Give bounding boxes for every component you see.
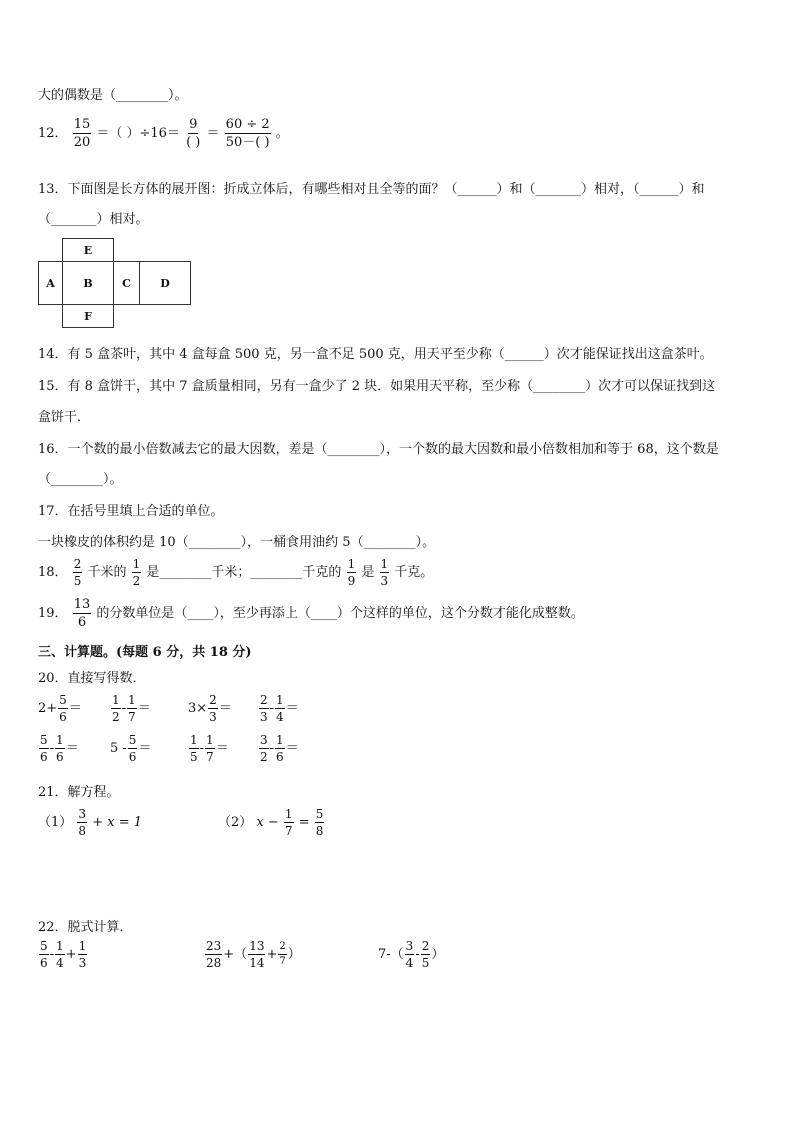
oral-calc-item: [188, 694, 232, 723]
equals-sign: ＝: [215, 741, 229, 756]
operator: +（: [223, 947, 248, 962]
operator: +: [266, 947, 278, 962]
fraction: $\frac{1}{6}$: [56, 733, 64, 764]
operator: -: [121, 701, 127, 716]
oral-calc-item: [188, 734, 229, 763]
q12-text: ＝（ ）÷16＝: [96, 126, 180, 141]
section-heading: 三、计算题。(每题 6 分，共 18 分): [38, 645, 252, 660]
q18-text: 千米的: [87, 565, 127, 580]
equation-text: =: [298, 815, 310, 830]
q18-number: 18．: [38, 565, 68, 580]
fraction: $\frac{5}{6}$: [59, 693, 67, 724]
fraction: $\frac{1}{3}$: [380, 557, 389, 588]
fraction: $\frac{2}{3}$: [209, 693, 217, 724]
operator: 7-（: [378, 947, 404, 962]
fraction: $\frac{2}{7}$: [279, 941, 286, 967]
q17-line2: 一块橡皮的体积约是 10（________），一桶食用油约 5（________）。: [38, 535, 436, 550]
operator: -: [415, 947, 420, 962]
fraction: $\frac{1}{4}$: [56, 939, 64, 970]
q15-line1: 15．有 8 盒饼干，其中 7 盒质量相同，另有一盒少了 2 块．如果用天平称，至少称（________）次才可以保证找到这: [38, 379, 716, 394]
q21-part-2: [218, 808, 325, 837]
q13-line1: 13．下面图是长方体的展开图：折成立体后，有哪些相对且全等的面？（______）和（_______）相对，（______）和: [38, 182, 705, 197]
fraction: $\frac{1}{4}$: [276, 693, 284, 724]
fraction: $\frac{2}{5}$: [421, 939, 430, 970]
q19-number: 19．: [38, 606, 68, 621]
q18: [38, 558, 433, 587]
equation-text: x −: [256, 815, 279, 830]
operator: 3×: [188, 701, 208, 716]
fraction: $\frac{3}{8}$: [78, 807, 87, 838]
q12-text: ＝: [206, 126, 220, 141]
part-label: （2）: [218, 815, 253, 830]
q22-expression-2: [204, 940, 301, 969]
fraction: 9 ( ): [186, 117, 201, 150]
q22-expression-1: [38, 940, 88, 969]
net-face-f: F: [62, 304, 114, 328]
net-face-b: B: [62, 261, 114, 305]
q18-text: 是________千米；________千克的: [146, 565, 342, 580]
q19: [38, 598, 584, 629]
q20-title: 20．直接写得数．: [38, 671, 146, 686]
fraction: $\frac{1}{7}$: [128, 693, 136, 724]
fraction: $\frac{3}{2}$: [260, 733, 268, 764]
q14: 14．有 5 盒茶叶，其中 4 盒每盒 500 克，另一盒不足 500 克，用天平至少称（______）次才能保证找出这盒茶叶。: [38, 347, 713, 362]
part-label: （1）: [38, 815, 73, 830]
net-face-c: C: [113, 261, 140, 305]
fraction: $\frac{1}{3}$: [78, 939, 87, 970]
q12-number: 12．: [38, 126, 68, 141]
q16-line2: （________）。: [38, 472, 123, 487]
operator: -: [49, 741, 55, 756]
fraction: $\frac{2}{3}$: [260, 693, 268, 724]
operator: ）: [287, 947, 301, 962]
fraction: $\frac{1}{5}$: [190, 733, 198, 764]
net-face-d: D: [139, 261, 191, 305]
oral-calc-item: [38, 734, 79, 763]
equals-sign: ＝: [218, 701, 232, 716]
equals-sign: ＝: [65, 741, 79, 756]
operator: -: [269, 741, 275, 756]
fraction: $\frac{1}{2}$: [112, 693, 120, 724]
fraction: $\frac{1}{6}$: [276, 733, 284, 764]
fraction: $\frac{60 \div 2}{50-( )}$: [225, 117, 270, 150]
q11-tail: 大的偶数是（________）。: [38, 88, 188, 103]
fraction: $\frac{13}{6}$: [73, 597, 91, 630]
fraction: $\frac{5}{6}$: [40, 733, 48, 764]
q13-line2: （_______）相对。: [38, 212, 149, 227]
operator: -: [269, 701, 275, 716]
fraction: $\frac{23}{28}$: [206, 939, 222, 970]
fraction: $\frac{3}{4}$: [405, 939, 414, 970]
equals-sign: ＝: [137, 701, 151, 716]
operator: ）: [431, 947, 445, 962]
q12: [38, 118, 289, 149]
fraction: $\frac{1}{2}$: [132, 557, 141, 588]
q17-line1: 17．在括号里填上合适的单位。: [38, 504, 224, 519]
oral-calc-item: [258, 694, 299, 723]
equation-text: + x = 1: [92, 815, 142, 830]
q15-line2: 盒饼干．: [38, 410, 91, 425]
fraction: $\frac{15}{20}$: [73, 117, 91, 150]
equals-sign: ＝: [138, 741, 152, 756]
equals-sign: ＝: [285, 701, 299, 716]
fraction: $\frac{5}{8}$: [315, 807, 324, 838]
operator: 2+: [38, 701, 58, 716]
q18-text: 是: [361, 565, 375, 580]
oral-calc-item: [110, 734, 151, 763]
oral-calc-item: [38, 694, 82, 723]
q21-part-1: [38, 808, 142, 837]
q12-text: 。: [275, 126, 289, 141]
q18-text: 千克。: [394, 565, 434, 580]
fraction: $\frac{1}{7}$: [284, 807, 293, 838]
q22-title: 22．脱式计算．: [38, 920, 133, 935]
fraction: $\frac{1}{9}$: [347, 557, 356, 588]
q16-line1: 16．一个数的最小倍数减去它的最大因数，差是（________），一个数的最大因数和最小倍数相加和等于 68，这个数是: [38, 442, 719, 457]
q22-expression-3: [378, 940, 444, 969]
equals-sign: ＝: [68, 701, 82, 716]
operator: 5 -: [110, 741, 127, 756]
fraction: $\frac{1}{7}$: [206, 733, 214, 764]
operator: -: [199, 741, 205, 756]
oral-calc-item: [110, 694, 151, 723]
net-face-e: E: [62, 238, 114, 262]
fraction: $\frac{5}{6}$: [40, 939, 48, 970]
q21-title: 21．解方程。: [38, 785, 120, 800]
oral-calc-item: [258, 734, 299, 763]
equals-sign: ＝: [285, 741, 299, 756]
operator: +: [65, 947, 77, 962]
operator: -: [49, 947, 55, 962]
net-face-a: A: [38, 261, 63, 305]
fraction: $\frac{5}{6}$: [128, 733, 137, 764]
q19-text: 的分数单位是（____），至少再添上（____）个这样的单位，这个分数才能化成整数。: [96, 606, 584, 621]
fraction: $\frac{13}{14}$: [249, 939, 265, 970]
fraction: $\frac{2}{5}$: [73, 557, 82, 588]
